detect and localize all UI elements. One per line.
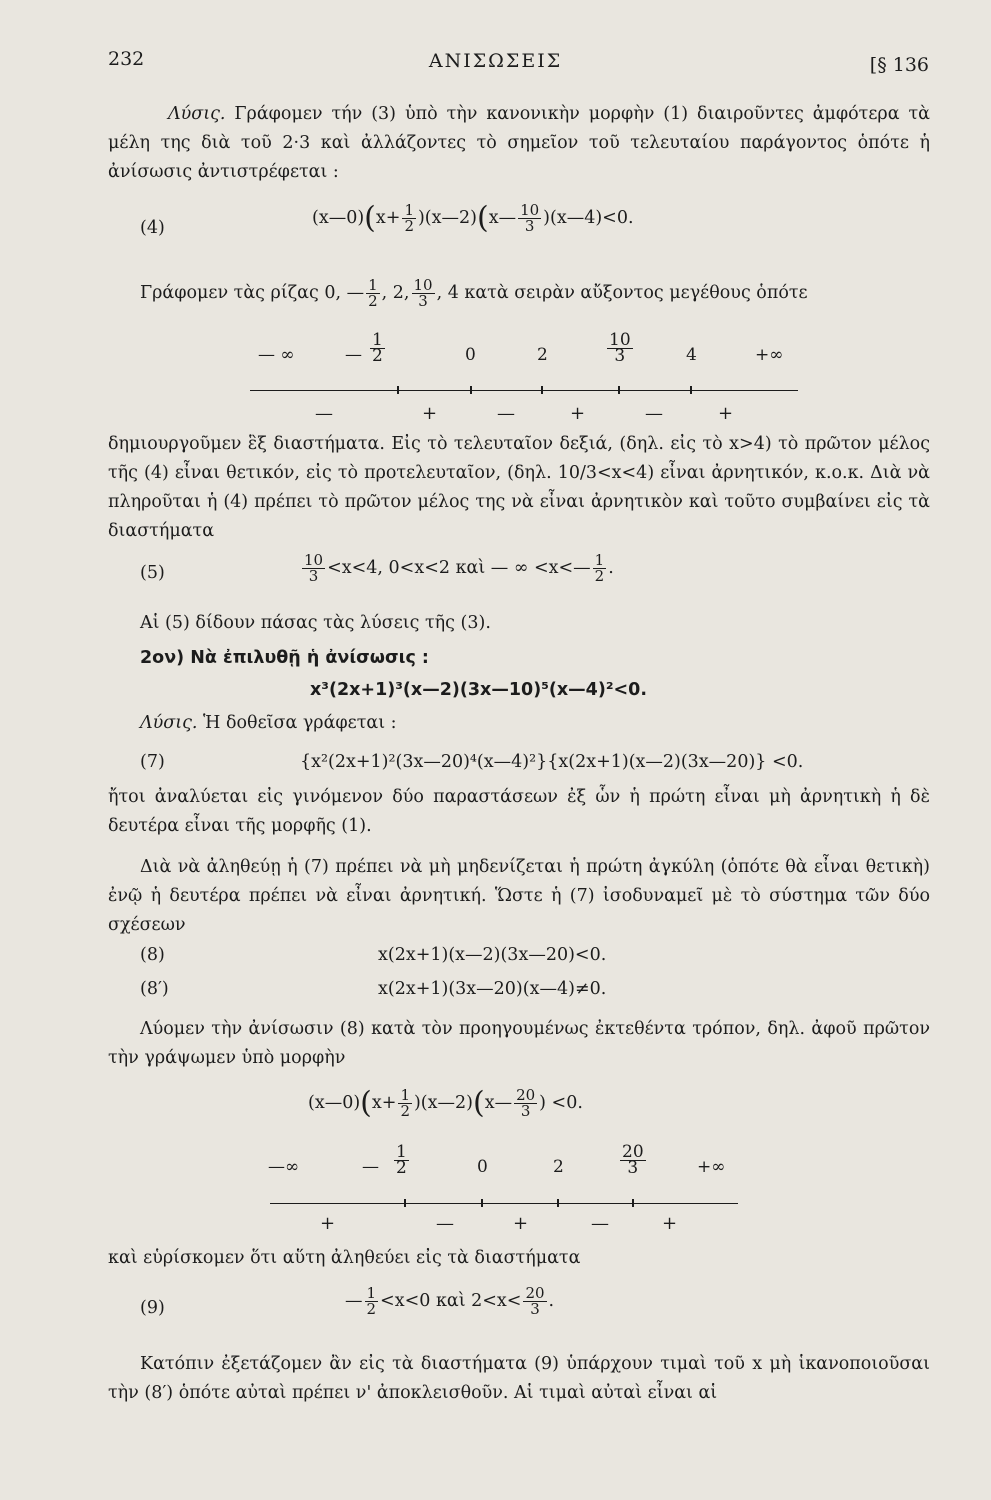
eq-label-4: (4): [140, 218, 165, 238]
nl2-minus-sign: —: [362, 1157, 379, 1177]
nl2-axis: [270, 1203, 738, 1204]
nl1-frac-ten-thirds: $\frac{10}{3}$: [609, 330, 631, 366]
nl1-tick: [690, 386, 692, 394]
nl1-sign: —: [497, 403, 515, 424]
nl1-sign: —: [645, 403, 663, 424]
equation-5: $\frac{10}{3}$ <x<4, 0<x<2 καὶ — ∞ <x<— $\frac{1}{2}$ .: [304, 551, 614, 585]
eq-label-8-prime: (8′): [140, 979, 169, 999]
nl1-sign: +: [718, 403, 734, 424]
nl2-frac-twenty-thirds: $\frac{20}{3}$: [622, 1142, 644, 1178]
section-number: [§ 136: [869, 54, 929, 76]
equation-8-prime: x(2x+1)(3x—20)(x—4)≠0.: [378, 979, 607, 999]
paragraph-4: Διὰ νὰ ἀληθεύῃ ἡ (7) πρέπει νὰ μὴ μηδενίζεται ἡ πρώτη ἀγκύλη (ὁπότε θὰ εἶναι θετικὴ) ἐνῷ ἡ δευτέρα πρέπει νὰ εἶναι ἀρνητική. Ὥστε ἡ (7) ἰσοδυναμεῖ μὲ τὸ σύστημα τῶν δύο σχέσεων: [108, 857, 930, 935]
solutions-line: Αἱ (5) δίδουν πάσας τὰς λύσεις τῆς (3).: [140, 613, 491, 633]
paragraph-3: ἤτοι ἀναλύεται εἰς γινόμενον δύο παραστάσεων ἐξ ὧν ἡ πρώτη εἶναι μὴ ἀρνητικὴ ἡ δὲ δευτέρα εἶναι τῆς μορφῆς (1).: [108, 787, 930, 836]
eq-label-5: (5): [140, 563, 165, 583]
problem-2-formula: x³(2x+1)³(x—2)(3x—10)⁵(x—4)²<0.: [310, 680, 647, 700]
nl2-sign: —: [436, 1213, 454, 1234]
nl1-zero: 0: [465, 345, 476, 365]
eq-label-9: (9): [140, 1298, 165, 1318]
equation-8: x(2x+1)(x—2)(3x—20)<0.: [378, 945, 607, 965]
nl1-tick: [470, 386, 472, 394]
nl1-sign: +: [422, 403, 438, 424]
nl2-sign: +: [662, 1213, 678, 1234]
nl2-tick: [404, 1199, 406, 1207]
nl1-minus-sign: —: [345, 345, 362, 365]
nl2-sign: +: [513, 1213, 529, 1234]
nl2-sign: +: [320, 1213, 336, 1234]
nl1-two: 2: [537, 345, 548, 365]
nl1-tick: [541, 386, 543, 394]
nl1-minus-inf: — ∞: [258, 345, 295, 365]
nl1-axis: [250, 390, 798, 391]
page-number: 232: [108, 48, 145, 70]
nl1-tick: [397, 386, 399, 394]
paragraph-1: Λύσις. Γράφομεν τήν (3) ὑπὸ τὴν κανονικὴν μορφὴν (1) διαιροῦντες ἀμφότερα τὰ μέλη της διὰ τοῦ 2·3 καὶ ἀλλάζοντες τὸ σημεῖον τοῦ τελευταίου παράγοντος ὁπότε ἡ ἀνίσωσις ἀντιστρέφεται :: [108, 104, 930, 182]
paragraph-6: καὶ εὑρίσκομεν ὅτι αὕτη ἀληθεύει εἰς τὰ διαστήματα: [108, 1248, 581, 1268]
equation-form: (x—0)(x+ $\frac{1}{2}$ )(x—2)(x— $\frac{20}{3}$ ) <0.: [308, 1085, 583, 1121]
eq-label-8: (8): [140, 945, 165, 965]
nl1-sign: +: [570, 403, 586, 424]
nl2-plus-inf: +∞: [697, 1157, 726, 1177]
problem-2-heading: 2ον) Νὰ ἐπιλυθῇ ἡ ἀνίσωσις :: [140, 648, 429, 668]
paragraph-2: δημιουργοῦμεν ἓξ διαστήματα. Εἰς τὸ τελευταῖον δεξιά, (δηλ. εἰς τὸ x>4) τὸ πρῶτον μέλος τῆς (4) εἶναι θετικόν, εἰς τὸ προτελευταῖον, (δηλ. 10/3<x<4) εἶναι ἀρνητικόν, κ.ο.κ. Διὰ νὰ πληροῦται ἡ (4) πρέπει τὸ πρῶτον μέλος της νὰ εἶναι ἀρνητικὸν καὶ τοῦτο συμβαίνει εἰς τὰ διαστήματα: [108, 434, 930, 541]
nl2-zero: 0: [477, 1157, 488, 1177]
nl1-four: 4: [686, 345, 697, 365]
nl2-frac-half: $\frac{1}{2}$: [396, 1142, 407, 1178]
nl1-sign: —: [315, 403, 333, 424]
nl2-tick: [481, 1199, 483, 1207]
nl1-plus-inf: +∞: [755, 345, 784, 365]
nl1-tick: [618, 386, 620, 394]
solution-2-line: Λύσις. Ἡ δοθεῖσα γράφεται :: [140, 713, 397, 733]
nl2-two: 2: [553, 1157, 564, 1177]
paragraph-5: Λύομεν τὴν ἀνίσωσιν (8) κατὰ τὸν προηγουμένως ἐκτεθέντα τρόπον, δηλ. ἀφοῦ πρῶτον τὴν γράψωμεν ὑπὸ μορφὴν: [108, 1019, 930, 1068]
running-title: ΑΝΙΣΩΣΕΙΣ: [428, 50, 563, 72]
paragraph-7: Κατόπιν ἐξετάζομεν ἂν εἰς τὰ διαστήματα (9) ὑπάρχουν τιμαὶ τοῦ x μὴ ἱκανοποιοῦσαι τὴν (8′) ὁπότε αὐταὶ πρέπει ν' ἀποκλεισθοῦν. Αἱ τιμαὶ αὐταὶ εἶναι αἱ: [108, 1354, 930, 1403]
nl2-tick: [632, 1199, 634, 1207]
nl2-tick: [557, 1199, 559, 1207]
eq-label-7: (7): [140, 752, 165, 772]
nl1-frac-half: $\frac{1}{2}$: [372, 330, 383, 366]
equation-7: {x²(2x+1)²(3x—20)⁴(x—4)²}{x(2x+1)(x—2)(3x—20)} <0.: [300, 752, 804, 772]
equation-9: — $\frac{1}{2}$ <x<0 καὶ 2<x< $\frac{20}{3}$ .: [345, 1284, 555, 1318]
equation-4: (x—0)(x+ $\frac{1}{2}$ )(x—2)(x— $\frac{10}{3}$ )(x—4)<0.: [312, 200, 634, 236]
nl2-minus-inf: —∞: [268, 1157, 300, 1177]
roots-line: Γράφομεν τὰς ρίζας 0, — $\frac{1}{2}$ , 2, $\frac{10}{3}$ , 4 κατὰ σειρὰν αὔξοντος μεγέθους ὁπότε: [140, 276, 808, 310]
nl2-sign: —: [591, 1213, 609, 1234]
